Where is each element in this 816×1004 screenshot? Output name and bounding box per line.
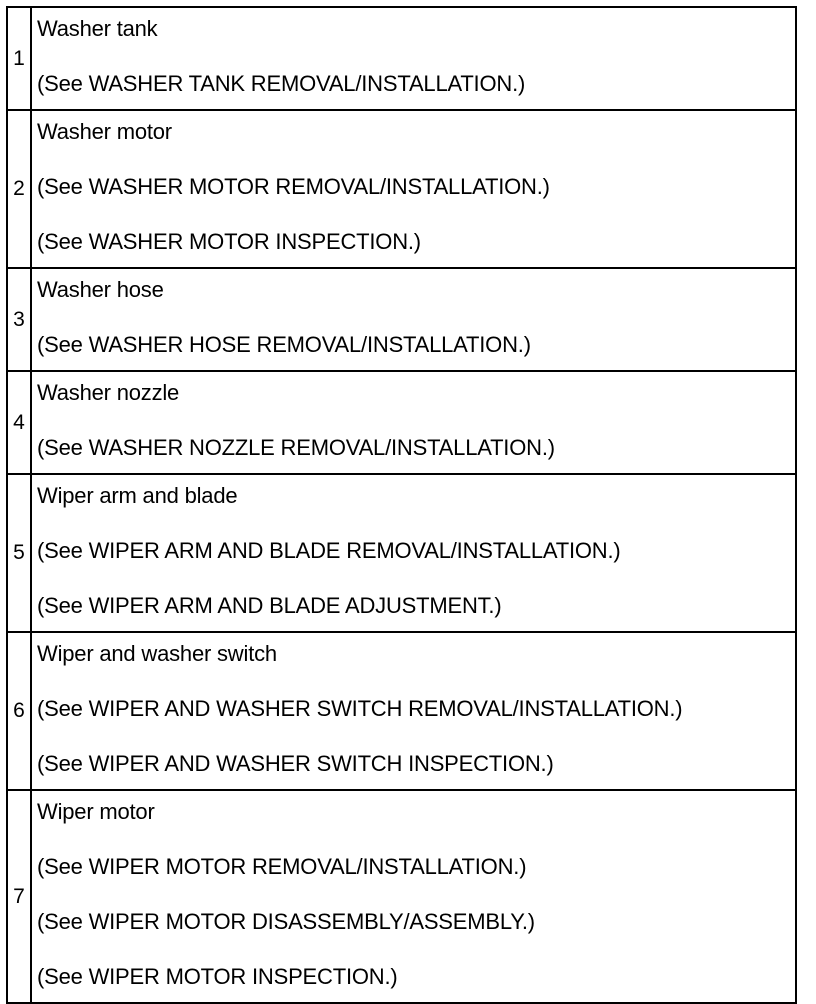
row-description — [31, 7, 796, 110]
procedure-reference[interactable]: (See WASHER MOTOR REMOVAL/INSTALLATION.) — [37, 174, 550, 199]
row-description — [31, 474, 796, 632]
row-number: 6 — [7, 632, 31, 790]
procedure-reference[interactable]: (See WIPER MOTOR REMOVAL/INSTALLATION.) — [37, 854, 527, 879]
table-row — [7, 474, 796, 632]
component-name: Washer tank — [37, 16, 158, 41]
procedure-reference[interactable]: (See WASHER TANK REMOVAL/INSTALLATION.) — [37, 71, 526, 96]
component-name: Wiper and washer switch — [37, 641, 277, 666]
table-row — [7, 790, 796, 1003]
row-description — [31, 371, 796, 474]
procedure-reference[interactable]: (See WIPER MOTOR INSPECTION.) — [37, 964, 398, 989]
procedure-reference[interactable]: (See WASHER HOSE REMOVAL/INSTALLATION.) — [37, 332, 531, 357]
row-description — [31, 268, 796, 371]
row-number: 2 — [7, 110, 31, 268]
procedure-reference[interactable]: (See WIPER MOTOR DISASSEMBLY/ASSEMBLY.) — [37, 909, 535, 934]
row-number: 5 — [7, 474, 31, 632]
row-number: 3 — [7, 268, 31, 371]
procedure-reference[interactable]: (See WASHER MOTOR INSPECTION.) — [37, 229, 421, 254]
component-name: Washer hose — [37, 277, 164, 302]
table-row — [7, 371, 796, 474]
table-row — [7, 268, 796, 371]
row-description — [31, 110, 796, 268]
table-row — [7, 7, 796, 110]
row-number: 1 — [7, 7, 31, 110]
row-number: 4 — [7, 371, 31, 474]
component-name: Wiper arm and blade — [37, 483, 238, 508]
procedure-reference[interactable]: (See WIPER ARM AND BLADE REMOVAL/INSTALLATION.) — [37, 538, 621, 563]
component-name: Wiper motor — [37, 799, 155, 824]
table-row — [7, 632, 796, 790]
component-name: Washer nozzle — [37, 380, 180, 405]
table-row — [7, 110, 796, 268]
row-number: 7 — [7, 790, 31, 1003]
procedure-reference[interactable]: (See WIPER ARM AND BLADE ADJUSTMENT.) — [37, 593, 502, 618]
component-name: Washer motor — [37, 119, 172, 144]
procedure-reference[interactable]: (See WASHER NOZZLE REMOVAL/INSTALLATION.) — [37, 435, 555, 460]
row-description — [31, 632, 796, 790]
procedure-reference[interactable]: (See WIPER AND WASHER SWITCH REMOVAL/INSTALLATION.) — [37, 696, 683, 721]
component-reference-table — [6, 6, 797, 1004]
row-description — [31, 790, 796, 1003]
procedure-reference[interactable]: (See WIPER AND WASHER SWITCH INSPECTION.) — [37, 751, 554, 776]
